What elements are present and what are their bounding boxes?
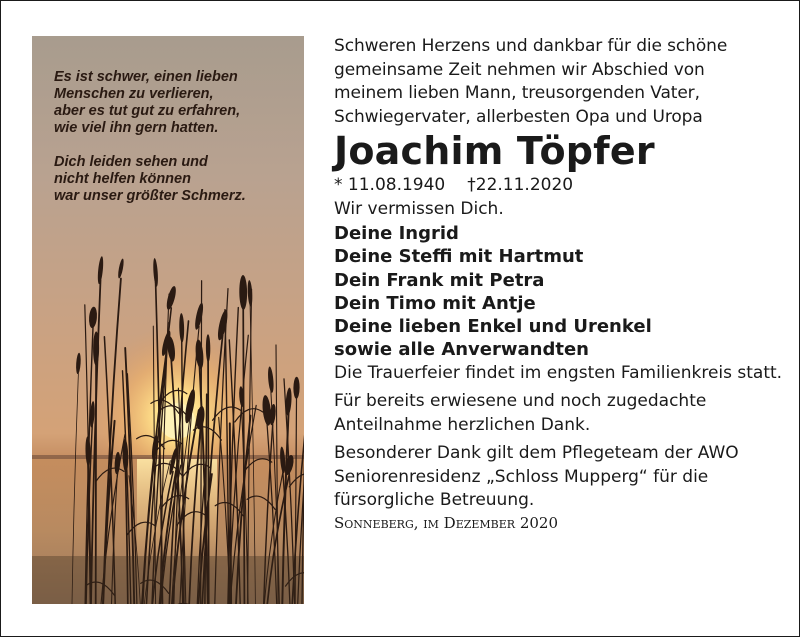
notice-text bbox=[334, 35, 784, 533]
intro bbox=[334, 35, 784, 129]
thanks-line: Für bereits erwiesene und noch zugedachte bbox=[334, 391, 707, 412]
thanks-line: Anteilnahme herzlichen Dank. bbox=[334, 414, 591, 435]
deceased-name: Joachim Töpfer bbox=[334, 129, 655, 173]
family-member: Deine Steffi mit Hartmut bbox=[334, 246, 584, 268]
poem-spacer bbox=[54, 137, 294, 154]
family-list bbox=[334, 222, 784, 362]
poem bbox=[54, 69, 294, 205]
life-dates bbox=[334, 173, 784, 197]
intro-line: Schweren Herzens und dankbar für die schöne bbox=[334, 36, 728, 56]
family-member: Dein Timo mit Antje bbox=[334, 292, 536, 314]
poem-line: Menschen zu verlieren, bbox=[54, 86, 214, 102]
family-member: Deine lieben Enkel und Urenkel bbox=[334, 316, 652, 338]
family-member: Deine Ingrid bbox=[334, 223, 459, 244]
family-member: sowie alle Anverwandten bbox=[334, 339, 589, 361]
special-thanks-line: Seniorenresidenz „Schloss Mupperg“ für die bbox=[334, 466, 709, 487]
thanks bbox=[334, 390, 784, 437]
family-member: Dein Frank mit Petra bbox=[334, 269, 545, 291]
poem-line: war unser größter Schmerz. bbox=[54, 188, 246, 204]
intro-line: Schwiegervater, allerbesten Opa und Uropa bbox=[334, 106, 703, 127]
poem-line: Es ist schwer, einen lieben bbox=[54, 69, 238, 85]
special-thanks-line: Besonderer Dank gilt dem Pflegeteam der AWO bbox=[334, 443, 739, 464]
intro-line: meinem lieben Mann, treusorgenden Vater, bbox=[334, 83, 700, 103]
special-thanks-line: fürsorgliche Betreuung. bbox=[334, 490, 535, 511]
intro-line: gemeinsame Zeit nehmen wir Abschied von bbox=[334, 59, 705, 80]
birth-date: * 11.08.1940 bbox=[334, 175, 446, 195]
poem-line: wie viel ihn gern hatten. bbox=[54, 120, 219, 136]
poem-line: aber es tut gut zu erfahren, bbox=[54, 103, 241, 119]
poem-line: Dich leiden sehen und bbox=[54, 154, 208, 170]
miss-text: Wir vermissen Dich. bbox=[334, 199, 504, 219]
funeral-note: Die Trauerfeier findet im engsten Familienkreis statt. bbox=[334, 362, 783, 383]
special-thanks bbox=[334, 442, 784, 513]
poem-line: nicht helfen können bbox=[54, 171, 191, 187]
death-date: †22.11.2020 bbox=[467, 175, 574, 195]
place-date: Sonneberg, im Dezember 2020 bbox=[334, 513, 558, 532]
